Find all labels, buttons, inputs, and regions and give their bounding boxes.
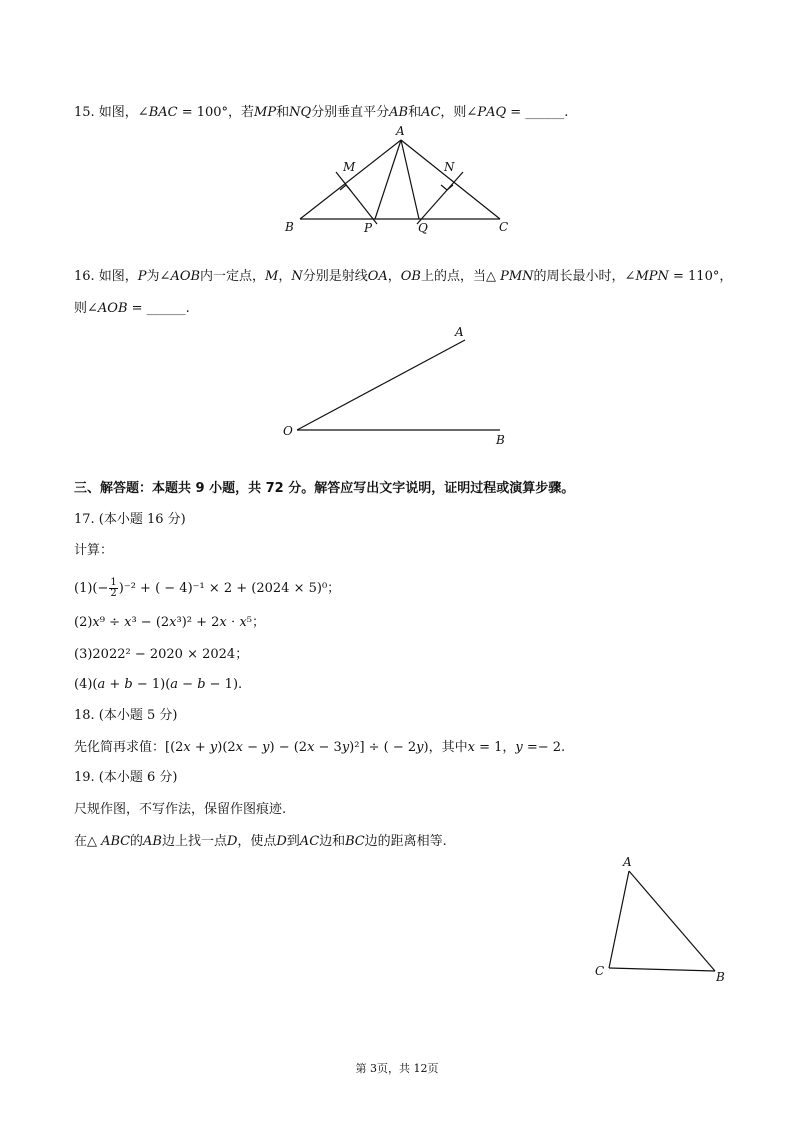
q19-line1: 尺规作图，不写作法，保留作图痕迹.: [74, 802, 287, 817]
fraction-denominator: 2: [110, 588, 117, 599]
q17-part2: (2)𝑥⁹ ÷ 𝑥³ − (2𝑥³)² + 2𝑥 ⋅ 𝑥⁵；: [74, 615, 266, 630]
section3-title: 三、解答题：本题共 9 小题，共 72 分。解答应写出文字说明，证明过程或演算步骤。: [74, 481, 575, 496]
label-O16: O: [283, 424, 293, 438]
label-M: M: [343, 160, 356, 174]
q15-text: 15. 如图，∠𝐵𝐴𝐶 = 100°，若𝑀𝑃和𝑁𝑄分别垂直平分𝐴𝐵和𝐴𝐶，则∠𝑃𝐴𝑄 = ______.: [74, 105, 569, 120]
page-footer: 第 3页，共 12页: [355, 1062, 439, 1075]
q17-part4: (4)(𝑎 + 𝑏 − 1)(𝑎 − 𝑏 − 1).: [74, 677, 243, 692]
q17-p1-prefix: (1)(−: [74, 581, 109, 596]
fraction: [109, 578, 117, 599]
label-B16: B: [496, 433, 505, 447]
label-A: A: [396, 124, 405, 138]
label-P: P: [364, 221, 373, 235]
q16-line1: 16. 如图，𝑃为∠𝐴𝑂𝐵内一定点，𝑀，𝑁分别是射线𝑂𝐴，𝑂𝐵上的点，当△ 𝑃𝑀𝑁的周长最小时，∠𝑀𝑃𝑁 = 110°，: [74, 269, 733, 284]
label-B19: B: [716, 970, 725, 984]
q16-figure: [275, 320, 525, 450]
q17-header: 17. (本小题 16 分): [74, 512, 186, 527]
q17-part3: (3)2022² − 2020 × 2024；: [74, 647, 249, 662]
label-C19: C: [595, 964, 605, 978]
label-B: B: [285, 220, 294, 234]
q17-intro: 计算：: [74, 543, 114, 558]
label-C: C: [499, 220, 509, 234]
label-N: N: [444, 160, 455, 174]
q17-part1: [74, 578, 340, 599]
q18-text: 先化简再求值：[(2𝑥 + 𝑦)(2𝑥 − 𝑦) − (2𝑥 − 3𝑦)²] ÷ ( − 2𝑦)，其中𝑥 = 1，𝑦 =− 2.: [74, 740, 566, 755]
q19-header: 19. (本小题 6 分): [74, 770, 178, 785]
q17-p1-rest: )⁻² + ( − 4)⁻¹ × 2 + (2024 × 5)⁰；: [118, 581, 341, 596]
q18-header: 18. (本小题 5 分): [74, 708, 178, 723]
q19-figure: [585, 850, 735, 990]
q15-figure: [280, 120, 520, 240]
q16-line2: 则∠𝐴𝑂𝐵 = ______.: [74, 301, 190, 316]
label-A19: A: [623, 855, 632, 869]
label-Q: Q: [418, 221, 428, 235]
label-A16: A: [455, 325, 464, 339]
fraction-numerator: 1: [110, 577, 117, 588]
q19-line2: 在△ 𝐴𝐵𝐶的𝐴𝐵边上找一点𝐷，使点𝐷到𝐴𝐶边和𝐵𝐶边的距离相等.: [74, 834, 447, 849]
